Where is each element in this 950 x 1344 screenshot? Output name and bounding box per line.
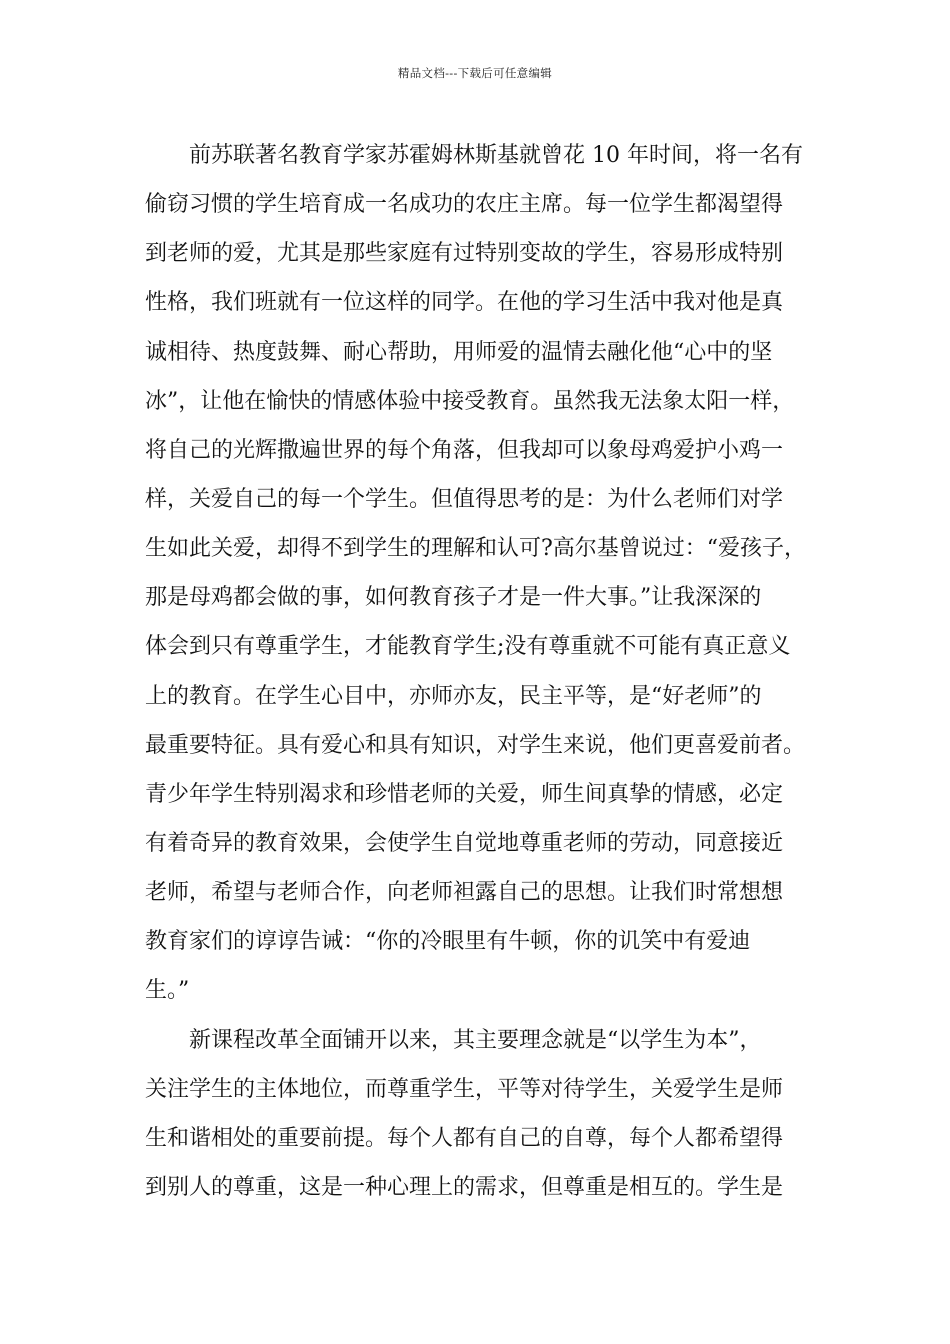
text-line: 生如此关爱，却得不到学生的理解和认可?高尔基曾说过：“爱孩子， — [145, 536, 807, 562]
page-header: 精品文档---下载后可任意编辑 — [397, 66, 553, 80]
text-line: 教育家们的谆谆告诫：“你的冷眼里有牛顿，你的讥笑中有爱迪 — [145, 929, 751, 955]
text-line: 青少年学生特别渴求和珍惜老师的关爱，师生间真挚的情感，必定 — [145, 781, 784, 807]
text-line: 老师，希望与老师合作，向老师袒露自己的思想。让我们时常想想 — [145, 880, 784, 906]
text-line: 偷窃习惯的学生培育成一名成功的农庄主席。每一位学生都渴望得 — [145, 192, 784, 218]
text-line: 将自己的光辉撒遍世界的每个角落，但我却可以象母鸡爱护小鸡一 — [145, 437, 784, 463]
text-line: 生。” — [145, 978, 190, 1004]
text-line: 前苏联著名教育学家苏霍姆林斯基就曾花 10 年时间，将一名有 — [145, 143, 803, 168]
text-line: 最重要特征。具有爱心和具有知识，对学生来说，他们更喜爱前者。 — [145, 732, 806, 758]
text-line: 上的教育。在学生心目中，亦师亦友，民主平等，是“好老师”的 — [145, 683, 762, 709]
text-line: 生和谐相处的重要前提。每个人都有自己的自尊，每个人都希望得 — [145, 1125, 784, 1151]
text-line: 冰”，让他在愉快的情感体验中接受教育。虽然我无法象太阳一样， — [145, 388, 795, 414]
document-body — [145, 131, 835, 1212]
text-line: 到别人的尊重，这是一种心理上的需求，但尊重是相互的。学生是 — [145, 1174, 784, 1200]
text-line: 诚相待、热度鼓舞、耐心帮助，用师爱的温情去融化他“心中的坚 — [145, 339, 773, 365]
text-line: 性格，我们班就有一位这样的同学。在他的学习生活中我对他是真 — [145, 290, 784, 316]
text-line: 那是母鸡都会做的事，如何教育孩子才是一件大事。”让我深深的 — [145, 585, 762, 611]
text-line: 到老师的爱，尤其是那些家庭有过特别变故的学生，容易形成特别 — [145, 241, 784, 267]
text-line: 新课程改革全面铺开以来，其主要理念就是“以学生为本”， — [145, 1027, 762, 1053]
text-line: 有着奇异的教育效果，会使学生自觉地尊重老师的劳动，同意接近 — [145, 830, 784, 856]
text-line: 体会到只有尊重学生，才能教育学生;没有尊重就不可能有真正意义 — [145, 634, 791, 660]
text-line: 关注学生的主体地位，而尊重学生，平等对待学生，关爱学生是师 — [145, 1076, 784, 1102]
text-line: 样，关爱自己的每一个学生。但值得思考的是：为什么老师们对学 — [145, 486, 784, 512]
